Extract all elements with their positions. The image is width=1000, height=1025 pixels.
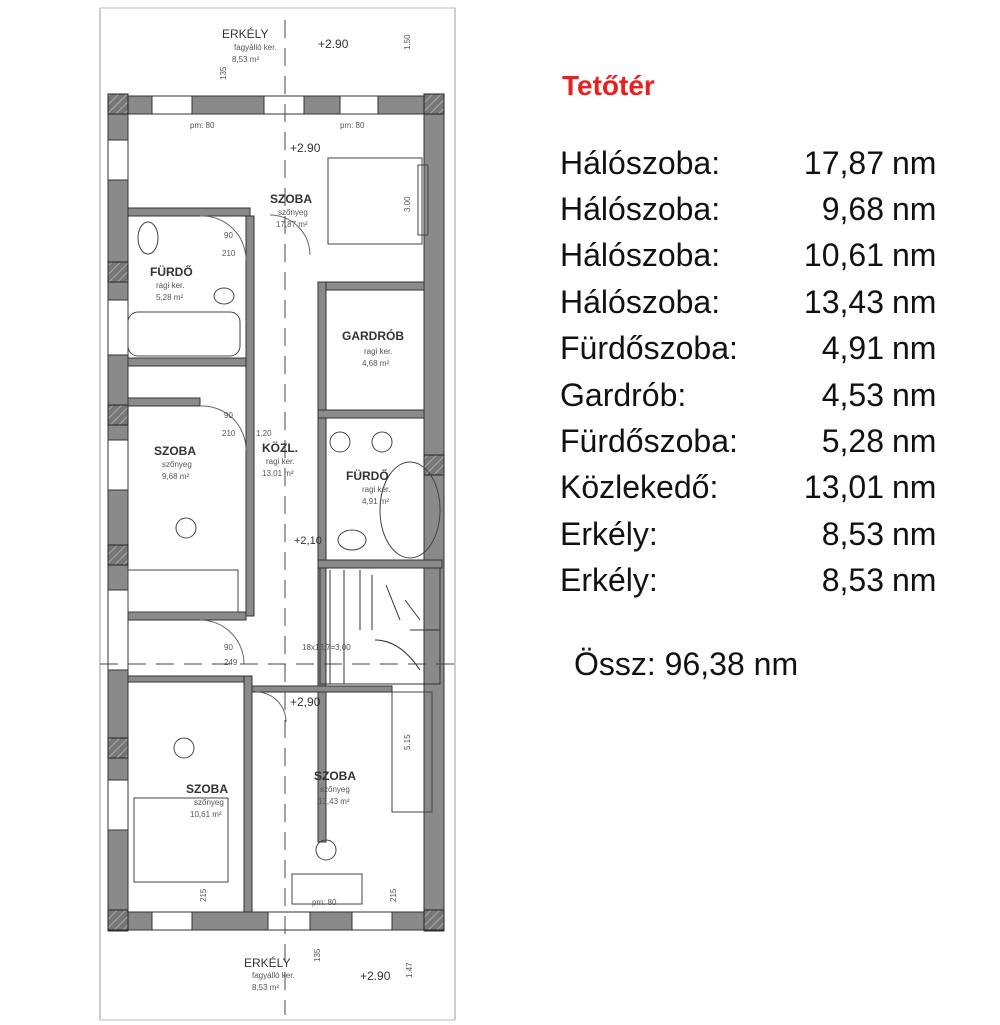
- room-unit: nm: [892, 283, 937, 320]
- hall-floor: ragi ker.: [266, 457, 295, 466]
- bedroom-lower-right-area: 13,43 m²: [318, 797, 350, 806]
- bedroom-top-floor: szőnyeg: [278, 208, 308, 217]
- floor-title: Tetőtér: [562, 70, 655, 101]
- room-row: [560, 372, 980, 418]
- room-row: [560, 558, 980, 604]
- room-name: Erkély:: [560, 562, 658, 599]
- bedroom-top-name: SZOBA: [270, 192, 312, 206]
- room-area: 8,53: [821, 515, 884, 552]
- dim-pm80-left: pm: 80: [190, 121, 215, 130]
- room-area: 8,53: [821, 562, 884, 599]
- wardrobe-floor: ragi ker.: [364, 347, 393, 356]
- balcony-bottom-floor: fagyálló ker.: [252, 971, 295, 980]
- room-area: 17,87: [803, 144, 884, 181]
- hall-area: 13,01 m²: [262, 469, 294, 478]
- room-row: [560, 279, 980, 325]
- room-name: Közlekedő:: [560, 469, 719, 506]
- hall-level: +2,10: [294, 535, 322, 547]
- room-name: Fürdőszoba:: [560, 330, 738, 367]
- room-area: 10,61: [803, 237, 884, 274]
- room-unit: nm: [892, 376, 937, 413]
- dim-pm80-bottom: pm: 80: [312, 898, 337, 907]
- room-unit: nm: [892, 330, 937, 367]
- room-unit: nm: [892, 191, 937, 228]
- room-row: [560, 326, 980, 372]
- room-row: [560, 511, 980, 557]
- room-name: Hálószoba:: [560, 237, 721, 274]
- room-area: 13,43: [803, 283, 884, 320]
- balcony-bottom-level: +2.90: [360, 969, 391, 983]
- bathroom-right-name: FÜRDŐ: [346, 469, 389, 483]
- bedroom-lower-left-floor: szőnyeg: [194, 798, 224, 807]
- room-area: 4,53: [821, 376, 884, 413]
- balcony-top-level: +2.90: [318, 37, 349, 51]
- room-area: 9,68: [821, 191, 884, 228]
- dim-pm80-right: pm: 80: [340, 121, 365, 130]
- dim-135-top: 135: [219, 66, 228, 80]
- room-unit: nm: [892, 562, 937, 599]
- bathroom-left-name: FÜRDŐ: [150, 265, 193, 279]
- room-labels: [150, 26, 404, 992]
- bathroom-left-area: 5,28 m²: [156, 293, 184, 302]
- balcony-top-area: 8,53 m²: [232, 55, 260, 64]
- staircase: [320, 568, 440, 684]
- bedroom-top-area: 17,87 m²: [276, 220, 308, 229]
- bedroom-left-floor: szőnyeg: [162, 460, 192, 469]
- room-row: [560, 186, 980, 232]
- dim-90-a: 90: [224, 231, 233, 240]
- room-name: Erkély:: [560, 515, 658, 552]
- floor-plan: [0, 0, 470, 1025]
- bedroom-lower-left-area: 10,61 m²: [190, 810, 222, 819]
- stairs-label: 18x16,7=3,00: [302, 643, 351, 652]
- dim-215-right: 215: [389, 888, 398, 902]
- bedroom-lower-left-name: SZOBA: [186, 782, 228, 796]
- dim-249: 249: [224, 658, 238, 667]
- dim-135-bottom: 135: [313, 948, 322, 962]
- bedroom-lower-right-level: +2,90: [290, 695, 321, 709]
- bedroom-top-level: +2.90: [290, 141, 321, 155]
- balcony-bottom-area: 8,53 m²: [252, 983, 280, 992]
- balcony-top-floor: fagyálló ker.: [234, 43, 277, 52]
- hall-name: KÖZL.: [262, 441, 298, 455]
- room-list: [560, 140, 980, 604]
- dim-300: 3.00: [403, 196, 412, 212]
- dim-215-left: 215: [199, 888, 208, 902]
- dim-120: 1,20: [256, 429, 272, 438]
- dim-150: 1.50: [403, 34, 412, 50]
- room-row: [560, 465, 980, 511]
- bathroom-right-floor: ragi ker.: [362, 485, 391, 494]
- room-unit: nm: [892, 237, 937, 274]
- room-name: Hálószoba:: [560, 283, 721, 320]
- wardrobe-area: 4,68 m²: [362, 359, 390, 368]
- room-area: 4,91: [821, 330, 884, 367]
- room-unit: nm: [892, 469, 937, 506]
- room-name: Fürdőszoba:: [560, 423, 738, 460]
- balcony-top-name: ERKÉLY: [222, 27, 269, 41]
- bathroom-left-floor: ragi ker.: [156, 281, 185, 290]
- bedroom-lower-right-name: SZOBA: [314, 769, 356, 783]
- dim-515: 5.15: [403, 734, 412, 750]
- dim-90-b: 90: [224, 411, 233, 420]
- total-area: Össz: 96,38 nm: [574, 645, 799, 682]
- room-unit: nm: [892, 423, 937, 460]
- room-unit: nm: [892, 144, 937, 181]
- room-row: [560, 140, 980, 186]
- room-name: Gardrób:: [560, 376, 687, 413]
- room-area: 5,28: [821, 423, 884, 460]
- room-name: Hálószoba:: [560, 144, 721, 181]
- dim-210-a: 210: [222, 249, 236, 258]
- area-summary-panel: [560, 70, 980, 683]
- wardrobe-name: GARDRÓB: [342, 329, 404, 343]
- axis-lines: [100, 20, 455, 1015]
- dim-147: 1.47: [405, 962, 414, 978]
- dim-210-b: 210: [222, 429, 236, 438]
- bathroom-right-area: 4,91 m²: [362, 497, 390, 506]
- room-row: [560, 418, 980, 464]
- bedroom-lower-right-floor: szőnyeg: [320, 785, 350, 794]
- room-unit: nm: [892, 515, 937, 552]
- room-name: Hálószoba:: [560, 191, 721, 228]
- dim-90-c: 90: [224, 643, 233, 652]
- room-row: [560, 233, 980, 279]
- bedroom-left-name: SZOBA: [154, 444, 196, 458]
- bedroom-left-area: 9,68 m²: [162, 472, 190, 481]
- room-area: 13,01: [803, 469, 884, 506]
- balcony-bottom-name: ERKÉLY: [244, 956, 291, 970]
